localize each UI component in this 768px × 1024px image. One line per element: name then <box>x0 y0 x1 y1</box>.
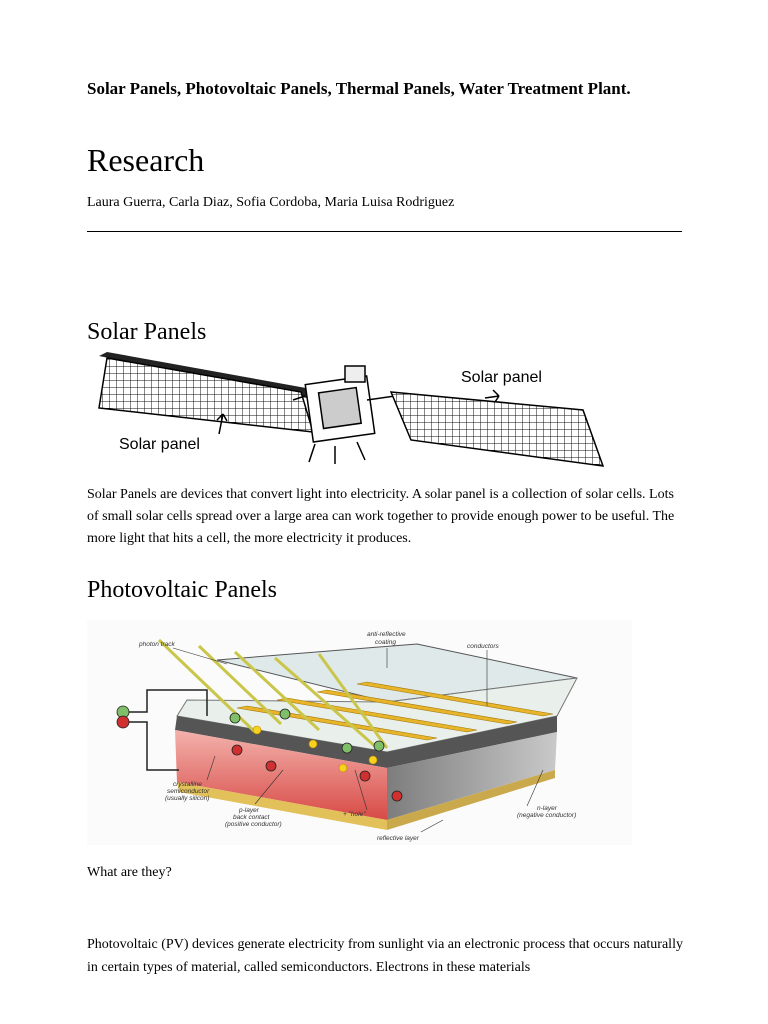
label-crystalline: crystalline <box>173 781 202 788</box>
document-title: Solar Panels, Photovoltaic Panels, Thermal Panels, Water Treatment Plant. <box>87 79 631 98</box>
solar-panels-heading: Solar Panels <box>87 319 207 345</box>
research-heading: Research <box>87 142 205 178</box>
label-coating: coating <box>375 639 396 646</box>
label-back-contact: back contact <box>233 814 270 821</box>
authors-line: Laura Guerra, Carla Diaz, Sofia Cordoba, Maria Luisa Rodriguez <box>87 195 455 210</box>
label-p-layer: p-layer <box>239 807 259 814</box>
label-n-layer: n-layer <box>537 805 557 812</box>
label-usually-silicon: (usually silicon) <box>165 795 210 802</box>
photovoltaic-panels-heading: Photovoltaic Panels <box>87 577 277 603</box>
label-semiconductor: semiconductor <box>167 788 210 795</box>
photovoltaic-paragraph: Photovoltaic (PV) devices generate electricity from sunlight via an electronic process that occurs naturally in certain types of material, called semiconductors. Electrons in these materials <box>87 937 683 975</box>
solar-panels-paragraph: Solar Panels are devices that convert light into electricity. A solar panel is a collection of solar cells. Lots of small solar cells spread over a large area can work together to provide enough power to be useful. The more light that hits a cell, the more electricity it produces. <box>87 487 675 546</box>
label-negative-conductor: (negative conductor) <box>517 812 577 819</box>
left-panel-label: Solar panel <box>119 436 200 453</box>
label-hole: + "hole" <box>343 811 366 818</box>
right-panel-shape <box>391 392 603 466</box>
photovoltaic-cell-diagram <box>87 620 632 845</box>
what-are-they-text: What are they? <box>87 865 172 880</box>
left-panel-shape <box>99 358 313 432</box>
label-reflective-layer: reflective layer <box>377 835 419 842</box>
right-arrow-shape <box>485 390 499 402</box>
label-photon-track: photon track <box>139 641 175 648</box>
label-positive-conductor: (positive conductor) <box>225 821 282 828</box>
satellite-solar-panel-figure <box>95 352 607 472</box>
horizontal-rule <box>87 231 682 232</box>
right-panel-label: Solar panel <box>461 369 542 386</box>
label-anti-reflective: anti-reflective <box>367 631 406 638</box>
label-conductors: conductors <box>467 643 499 650</box>
